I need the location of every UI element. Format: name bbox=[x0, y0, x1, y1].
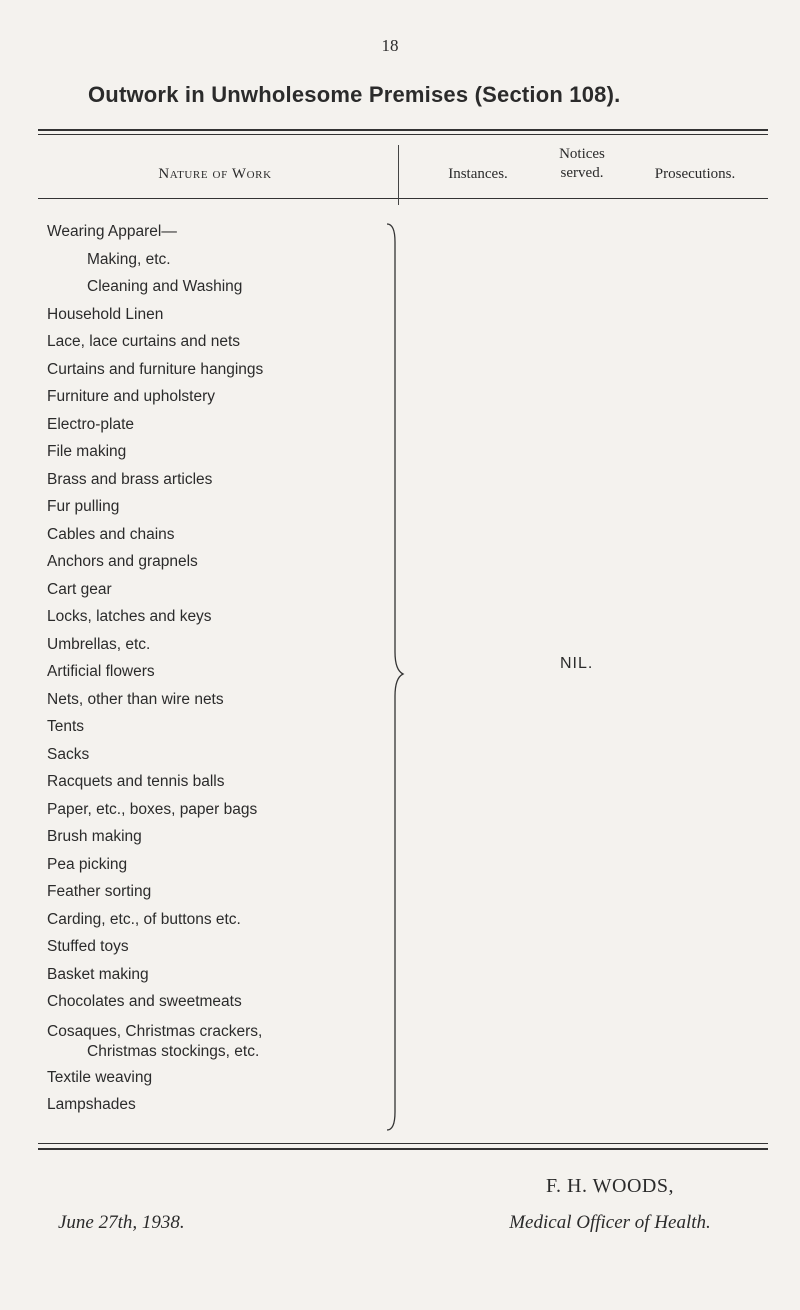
list-item: Artificial flowers bbox=[47, 663, 155, 680]
list-item: Brass and brass articles bbox=[47, 470, 213, 488]
column-divider bbox=[398, 145, 399, 205]
list-item: Furniture and upholstery bbox=[47, 388, 216, 405]
list-item: Basket making bbox=[47, 965, 149, 983]
list-item: Pea picking bbox=[47, 855, 128, 873]
list-item: Stuffed toys bbox=[47, 938, 129, 955]
top-rule-thin bbox=[38, 134, 768, 135]
right-brace bbox=[385, 222, 405, 1132]
list-item: Locks, latches and keys bbox=[47, 608, 212, 625]
list-item: Making, etc. bbox=[87, 250, 171, 268]
list-item: Cleaning and Washing bbox=[87, 278, 243, 295]
list-item: Brush making bbox=[47, 828, 142, 845]
list-item: Chocolates and sweetmeats bbox=[47, 993, 242, 1010]
list-item: Lace, lace curtains and nets bbox=[47, 333, 241, 350]
list-item: Cables and chains bbox=[47, 525, 175, 543]
header-notices-line2: served. bbox=[560, 165, 604, 181]
list-item: File making bbox=[47, 443, 127, 460]
page-number: 18 bbox=[381, 36, 399, 55]
page-title: Outwork in Unwholesome Premises (Section 108). bbox=[88, 82, 621, 107]
list-item: Umbrellas, etc. bbox=[47, 635, 151, 653]
list-item: Nets, other than wire nets bbox=[47, 690, 224, 708]
signer-title: Medical Officer of Health. bbox=[509, 1212, 711, 1233]
header-instances: Instances. bbox=[448, 166, 508, 182]
list-item: Carding, etc., of buttons etc. bbox=[47, 910, 241, 928]
bottom-rule-thick bbox=[38, 1148, 768, 1150]
header-notices-line1: Notices bbox=[559, 146, 605, 162]
signer-name: F. H. WOODS, bbox=[546, 1175, 674, 1197]
list-item bbox=[47, 1016, 397, 1064]
header-nature-of-work: Nature of Work bbox=[158, 166, 272, 182]
report-date: June 27th, 1938. bbox=[58, 1212, 185, 1233]
list-item: Feather sorting bbox=[47, 883, 152, 900]
list-item: Racquets and tennis balls bbox=[47, 773, 225, 790]
list-item: Cart gear bbox=[47, 580, 112, 598]
list-item-line1: Cosaques, Christmas crackers, bbox=[47, 1022, 263, 1040]
list-item: Lampshades bbox=[47, 1096, 136, 1113]
bottom-rule-thin bbox=[38, 1143, 768, 1144]
list-item: Anchors and grapnels bbox=[47, 553, 198, 570]
list-item: Paper, etc., boxes, paper bags bbox=[47, 800, 258, 818]
top-rule-thick bbox=[38, 129, 768, 131]
list-item: Wearing Apparel— bbox=[47, 223, 177, 240]
list-item: Curtains and furniture hangings bbox=[47, 360, 264, 378]
list-item: Electro-plate bbox=[47, 415, 135, 433]
header-prosecutions: Prosecutions. bbox=[654, 166, 736, 182]
list-item: Household Linen bbox=[47, 305, 164, 323]
list-item-line2: Christmas stockings, etc. bbox=[87, 1042, 260, 1060]
header-rule bbox=[38, 198, 768, 199]
header-notices bbox=[532, 145, 632, 183]
nil-value: NIL. bbox=[560, 655, 594, 672]
list-item: Textile weaving bbox=[47, 1068, 153, 1086]
list-item: Sacks bbox=[47, 745, 90, 763]
list-item: Fur pulling bbox=[47, 498, 120, 515]
list-item: Tents bbox=[47, 718, 85, 735]
work-list bbox=[47, 218, 397, 1119]
